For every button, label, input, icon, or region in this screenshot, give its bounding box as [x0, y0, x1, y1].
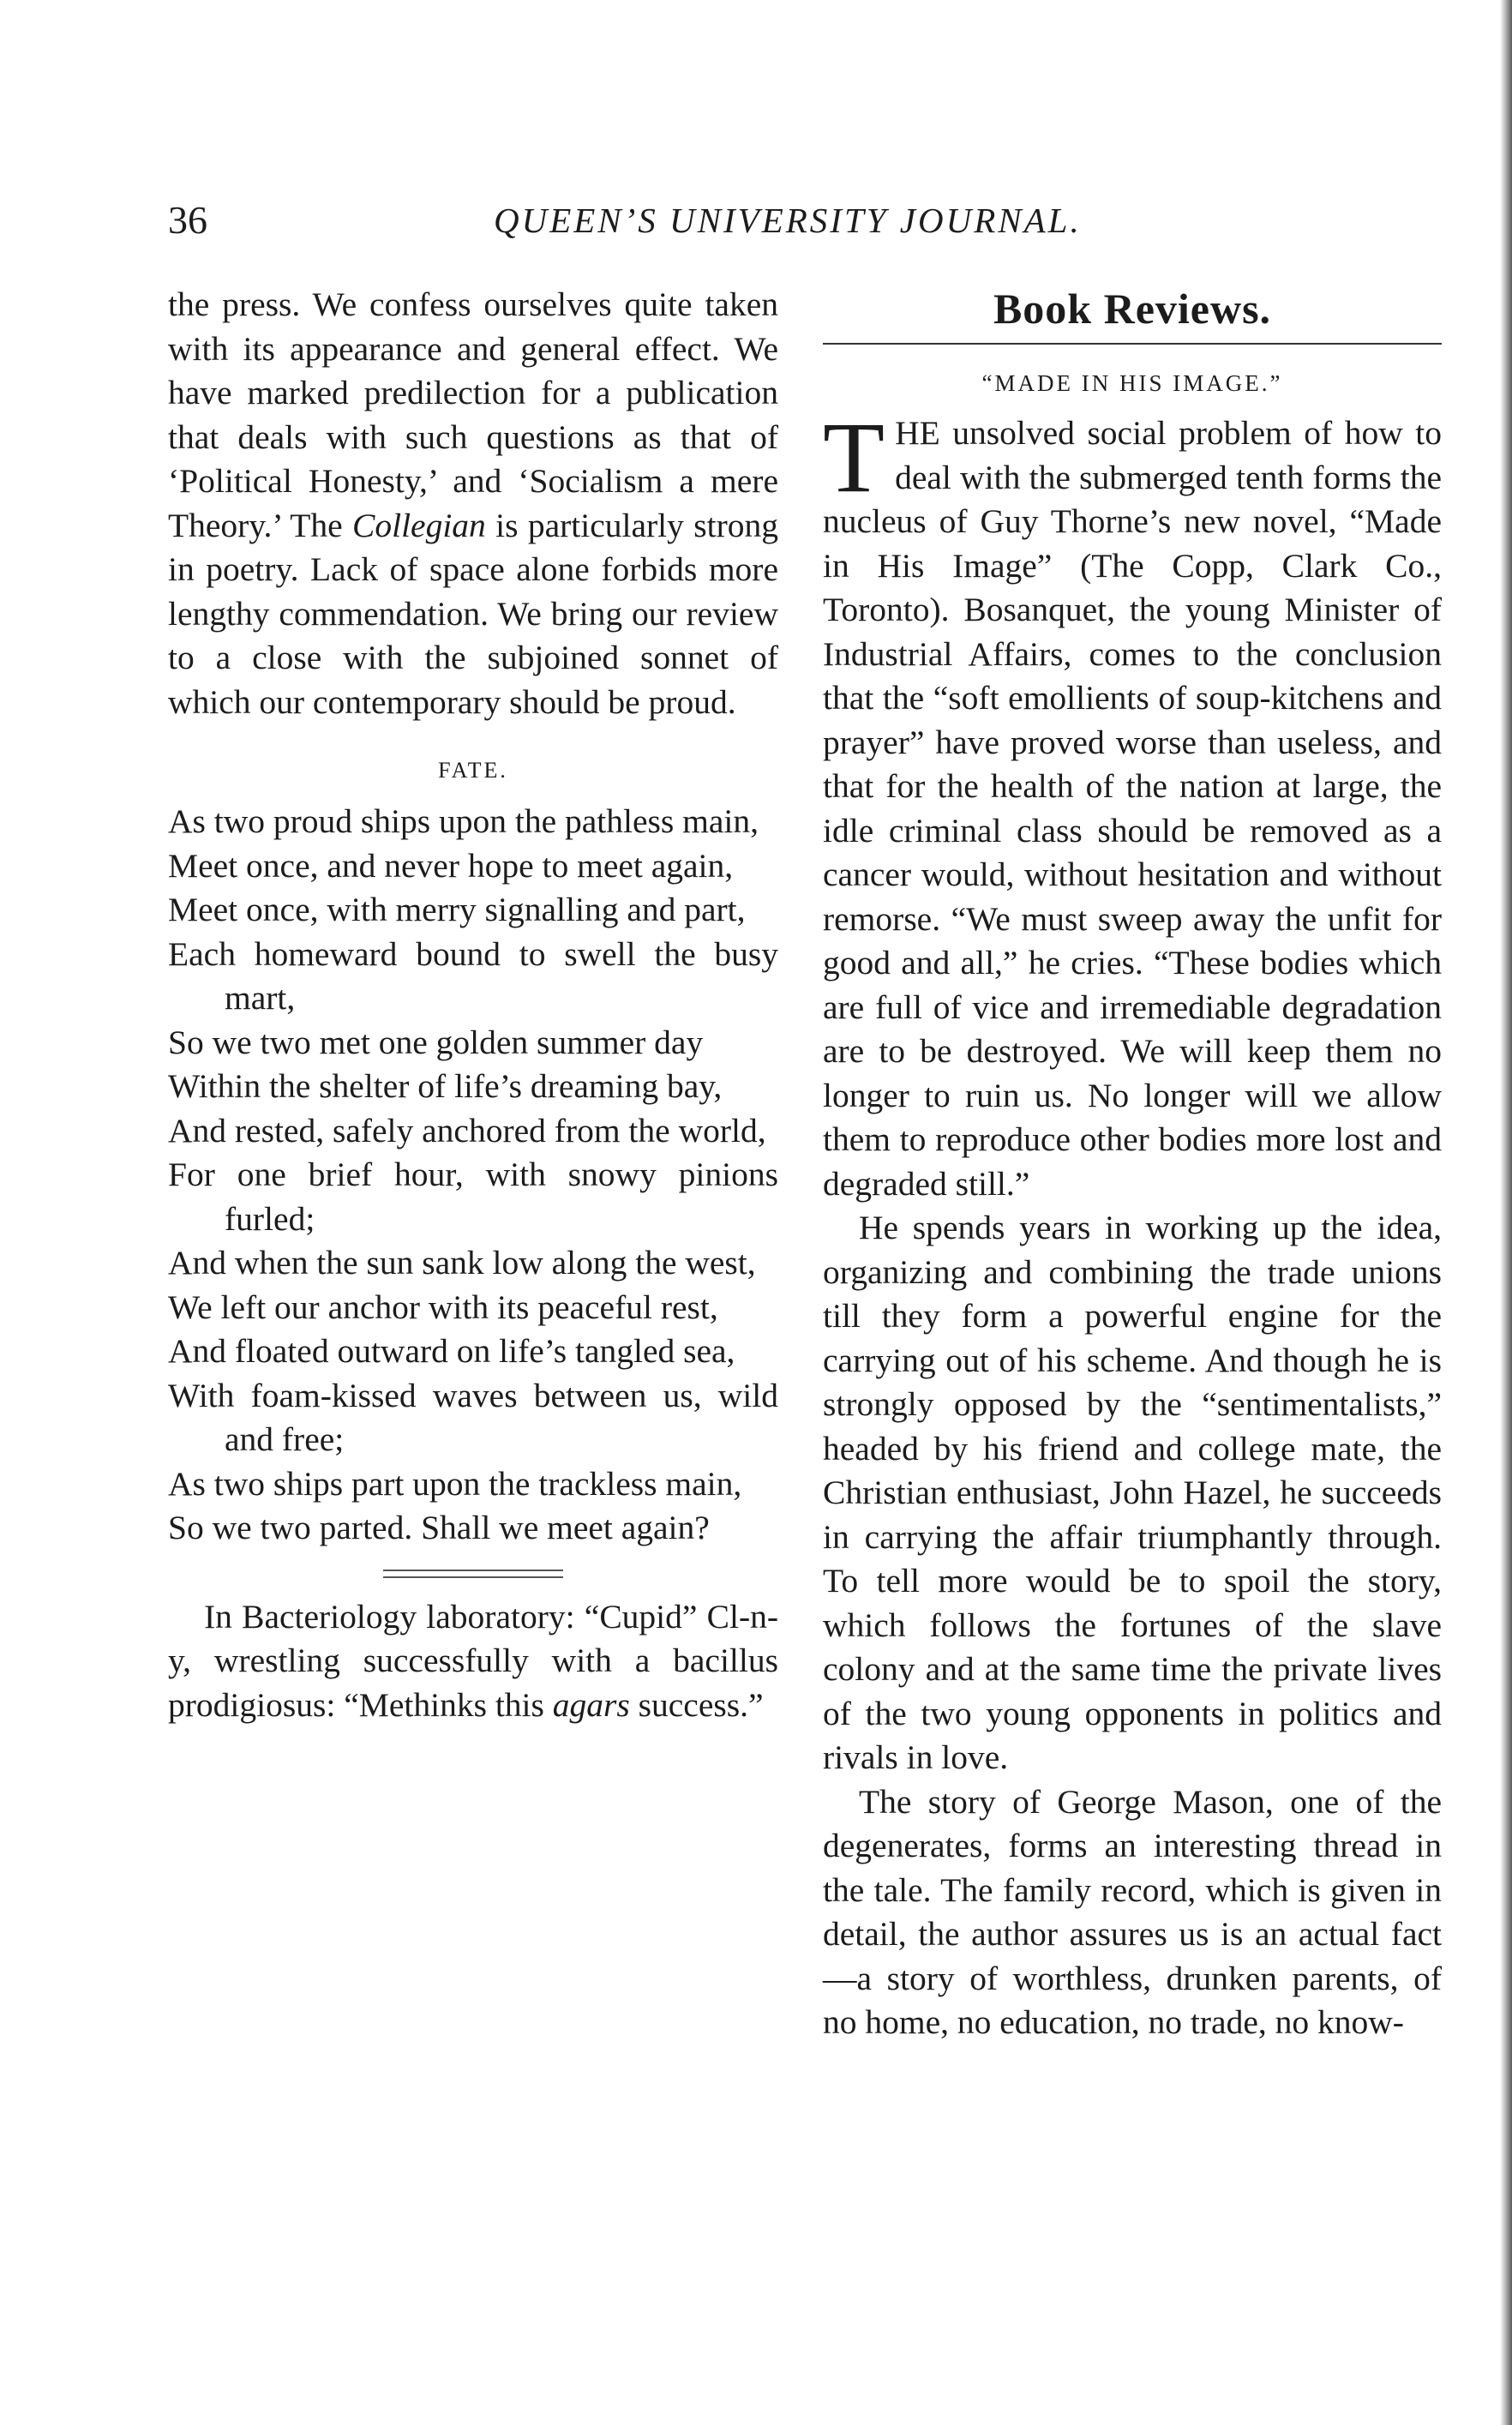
poem-line: For one brief hour, with snowy pinions furled; [168, 1155, 778, 1238]
review-paragraph-1-text: HE unsolved social problem of how to deal with the submerged tenth forms the nucleus of Guy Thorne’s new novel, “Made in His Image” (The Copp, Clark Co., Toronto). Bosanquet, the young Minister of Industrial Affairs, comes to the conclusion that the “soft emollients of soup-kitchens and prayer” have proved worse than useless, and that for the health of the nation at large, the idle criminal class should be removed as a cancer would, without hesitation and without remorse. “We must sweep away the unfit for good and all,” he cries. “These bodies which are full of vice and irremediable degradation are to be destroyed. We will keep them no longer to ruin us. No longer will we allow them to reproduce other bodies more lost and degraded still.” [823, 414, 1442, 1203]
poem-line: And when the sun sank low along the west, [168, 1244, 756, 1282]
right-column [823, 283, 1442, 2045]
poem-title: FATE. [438, 758, 508, 783]
poem-line: With foam-kissed waves between us, wild and free; [168, 1376, 778, 1458]
poem-line: And floated outward on life’s tangled sea, [168, 1332, 735, 1370]
review-paragraph-1 [823, 401, 1442, 1206]
poem-line: Meet once, and never hope to meet again, [168, 846, 734, 885]
intro-text-b: is particularly strong in poetry. Lack of space alone forbids more lengthy commendation. We bring our review to a close with the subjoined sonnet of which our contemporary should be proud. [168, 506, 779, 721]
intro-italic: Collegian [352, 506, 486, 544]
left-column [168, 283, 778, 1727]
review-paragraph-3: The story of George Mason, one of the degenerates, forms an interesting thread in the tale. The family record, which is given in detail, the author assures us is an actual fact—a story of worthless, drunken parents, of no home, no education, no trade, no know- [823, 1782, 1442, 2041]
poem-line: And rested, safely anchored from the world, [168, 1111, 766, 1149]
note-text-a: In Bacteriology laboratory: “Cupid” Cl-n-y, wrestling successfully with a bacillus prodigiosus: “Methinks this [168, 1597, 778, 1724]
review-paragraph-2: He spends years in working up the idea, organizing and combining the trade unions till they form a powerful engine for the carrying out of his scheme. And though he is strongly opposed by the “sentimentalists,” headed by his friend and college mate, the Christian enthusiast, John Hazel, he succeeds in carrying the affair triumphantly through. To tell more would be to spoil the story, which follows the fortunes of the slave colony and at the same time the private lives of the two young opponents in politics and rivals in love. [823, 1209, 1442, 1776]
page-edge-shadow [1500, 0, 1512, 2425]
poem-line: Meet once, with merry signalling and part, [168, 891, 746, 928]
section-divider [383, 1570, 563, 1578]
poem-line: As two proud ships upon the pathless main, [168, 802, 759, 840]
page-header [168, 190, 1445, 250]
review-title: “MADE IN HIS IMAGE.” [981, 370, 1283, 396]
section-heading-book-reviews: Book Reviews. [993, 285, 1272, 333]
poem-line: Each homeward bound to swell the busy mart, [168, 934, 778, 1017]
poem-line: We left our anchor with its peaceful rest, [168, 1288, 718, 1326]
poem-line: As two ships part upon the trackless main, [168, 1464, 742, 1503]
bacteriology-note [168, 1595, 778, 1728]
running-title: QUEEN’S UNIVERSITY JOURNAL. [494, 201, 1082, 240]
heading-rule [823, 343, 1442, 345]
poem [168, 800, 778, 1551]
poem-line: Within the shelter of life’s dreaming bay, [168, 1067, 723, 1105]
drop-cap: T [823, 401, 885, 513]
poem-line: So we two parted. Shall we meet again? [168, 1509, 710, 1546]
intro-paragraph [168, 283, 778, 724]
page-number: 36 [168, 198, 207, 242]
intro-text-a: the press. We confess ourselves quite taken with its appearance and general effect. We have marked predilection for a publication that deals with such questions as that of ‘Political Honesty,’ and ‘Socialism a mere Theory.’ The [168, 285, 778, 544]
poem-line: So we two met one golden summer day [168, 1023, 704, 1061]
note-italic: agars [552, 1685, 630, 1724]
note-text-b: success.” [629, 1685, 764, 1724]
